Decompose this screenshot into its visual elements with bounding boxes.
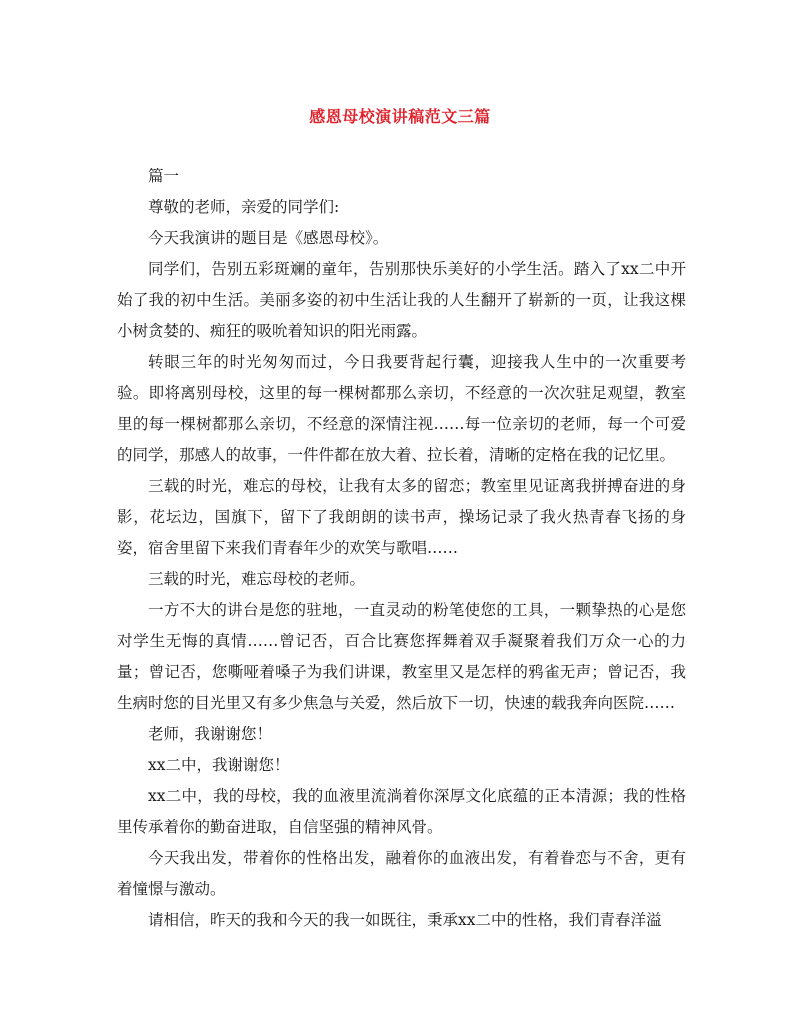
- paragraph-body: 一方不大的讲台是您的驻地，一直灵动的粉笔使您的工具，一颗挚热的心是您对学生无悔的真情……曾记否，百合比赛您挥舞着双手凝聚着我们万众一心的力量；曾记否，您嘶哑着嗓子为我们讲课，教室里又是怎样的鸦雀无声；曾记否，我生病时您的目光里又有多少焦急与关爱，然后放下一切，快速的载我奔向医院……: [117, 601, 686, 712]
- paragraph-section-label: 篇一: [148, 167, 180, 185]
- paragraph-body: 三载的时光，难忘母校的老师。: [148, 570, 366, 588]
- paragraph-body: 老师，我谢谢您！: [148, 725, 273, 743]
- paragraph-body: 转眼三年的时光匆匆而过，今日我要背起行囊，迎接我人生中的一次重要考验。即将离别母校，这里的每一棵树都那么亲切，不经意的一次次驻足观望，教室里的每一棵树都那么亲切，不经意的深情注视……每一位亲切的老师，每一个可爱的同学，那感人的故事，一件件都在放大着、拉长着，清晰的定格在我的记忆里。: [117, 353, 686, 464]
- paragraph-body: xx二中，我的母校，我的血液里流淌着你深厚文化底蕴的正本清源；我的性格里传承着你的勤奋进取，自信坚强的精神风骨。: [117, 787, 686, 836]
- paragraph-body: 请相信，昨天的我和今天的我一如既往，秉承xx二中的性格，我们青春洋溢: [148, 911, 662, 929]
- paragraph-body: 同学们，告别五彩斑斓的童年，告别那快乐美好的小学生活。踏入了xx二中开始了我的初中生活。美丽多姿的初中生活让我的人生翻开了崭新的一页，让我这棵小树贪婪的、痴狂的吸吮着知识的阳光雨露。: [117, 260, 686, 340]
- paragraph-topic: 今天我演讲的题目是《感恩母校》。: [148, 229, 389, 247]
- document-title: 感恩母校演讲稿范文三篇: [309, 107, 491, 126]
- paragraph-body: xx二中，我谢谢您！: [148, 756, 290, 774]
- paragraph-body: 三载的时光，难忘的母校，让我有太多的留恋；教室里见证离我拼搏奋进的身影，花坛边，国旗下，留下了我朗朗的读书声，操场记录了我火热青春飞扬的身姿，宿舍里留下来我们青春年少的欢笑与歌唱……: [117, 477, 686, 557]
- paragraph-body: 今天我出发，带着你的性格出发，融着你的血液出发，有着眷恋与不舍，更有着憧憬与激动。: [117, 849, 686, 898]
- document-body: [117, 161, 686, 936]
- paragraph-salutation: 尊敬的老师，亲爱的同学们:: [148, 198, 340, 216]
